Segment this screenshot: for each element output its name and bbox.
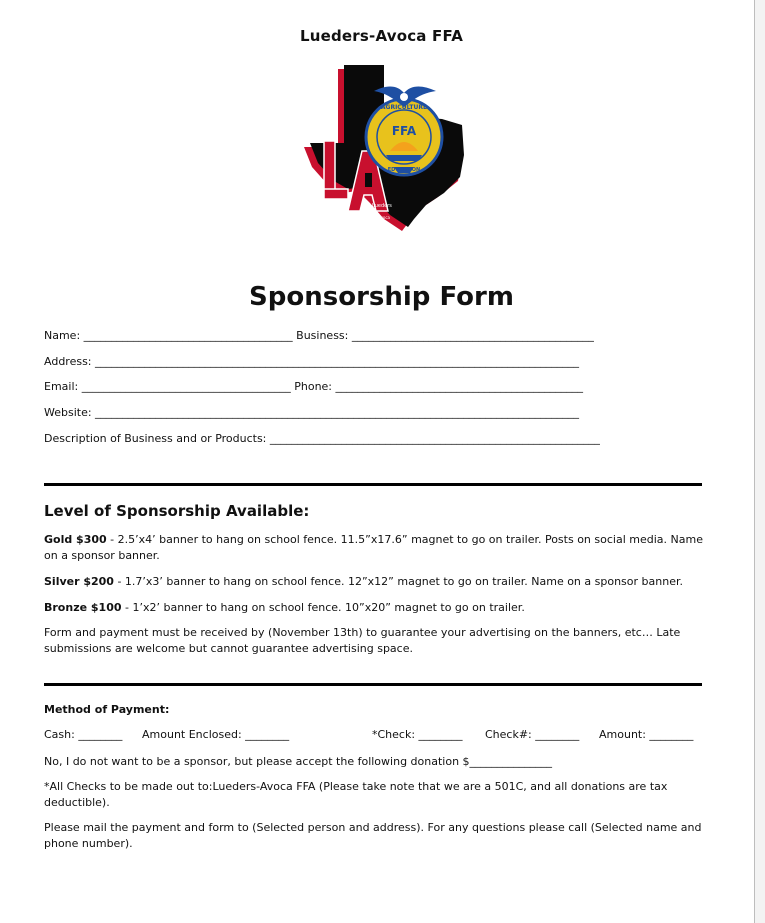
gold-label: Gold $300	[44, 533, 107, 546]
cash-field[interactable]: Cash: ________	[44, 728, 123, 741]
check-field[interactable]: *Check: ________	[372, 728, 463, 741]
website-field[interactable]: Website: ________________________________________________________________________________________	[44, 406, 580, 419]
gold-level	[44, 532, 712, 564]
monogram-small-2: Avoca	[378, 215, 390, 220]
silver-text: - 1.7’x3’ banner to hang on school fence. 12”x12” magnet to go on trailer. Name on a sponsor banner.	[113, 575, 683, 588]
emblem-ring-top: AGRICULTURE	[380, 104, 428, 111]
address-field[interactable]: Address: ________________________________________________________________________________________	[44, 355, 580, 368]
emblem-ring-bottom: EDUCATION	[387, 167, 421, 173]
name-business-row	[44, 329, 594, 342]
organization-title: Lueders-Avoca FFA	[299, 27, 464, 45]
email-phone-row	[44, 380, 583, 393]
amount-field[interactable]: Amount: ________	[599, 728, 694, 741]
bronze-level	[44, 600, 712, 616]
lueders-avoca-ffa-logo	[298, 63, 466, 231]
business-field[interactable]: Business: ____________________________________________	[296, 329, 594, 342]
monogram-small-1: Lueders	[372, 203, 392, 209]
bronze-label: Bronze $100	[44, 601, 122, 614]
silver-label: Silver $200	[44, 575, 114, 588]
section-divider-1	[44, 483, 702, 486]
logo-graphic	[298, 63, 466, 231]
mail-note: Please mail the payment and form to (Selected person and address). For any questions please call (Selected name and phone number).	[44, 821, 702, 850]
payment-heading: Method of Payment:	[44, 703, 170, 716]
form-title: Sponsorship Form	[249, 282, 514, 312]
name-field[interactable]: Name: ______________________________________	[44, 329, 293, 342]
levels-heading: Level of Sponsorship Available:	[44, 502, 310, 520]
checks-note: *All Checks to be made out to:Lueders-Avoca FFA (Please take note that we are a 501C, and all donations are tax deductible).	[44, 780, 668, 809]
silver-level	[44, 574, 712, 590]
address-row	[44, 355, 579, 368]
page-shadow	[755, 0, 765, 923]
donation-line[interactable]: No, I do not want to be a sponsor, but please accept the following donation $_______________	[44, 755, 553, 768]
amount-enclosed-field[interactable]: Amount Enclosed: ________	[142, 728, 290, 741]
email-field[interactable]: Email: ______________________________________	[44, 380, 291, 393]
emblem-text: FFA	[391, 124, 417, 138]
website-row	[44, 406, 579, 419]
phone-field[interactable]: Phone: _____________________________________________	[294, 380, 584, 393]
description-row	[44, 432, 600, 445]
check-number-field[interactable]: Check#: ________	[485, 728, 580, 741]
section-divider-2	[44, 683, 702, 686]
bronze-text: - 1’x2’ banner to hang on school fence. 10”x20” magnet to go on trailer.	[121, 601, 525, 614]
gold-text: - 2.5’x4’ banner to hang on school fence. 11.5”x17.6” magnet to go on trailer. Posts on social media. Name on a sponsor banner.	[44, 533, 703, 562]
description-field[interactable]: Description of Business and or Products: ____________________________________________________________	[44, 432, 600, 445]
deadline-note: Form and payment must be received by (November 13th) to guarantee your advertising on the banners, etc… Late submissions are welcome but cannot guarantee advertising space.	[44, 626, 681, 655]
